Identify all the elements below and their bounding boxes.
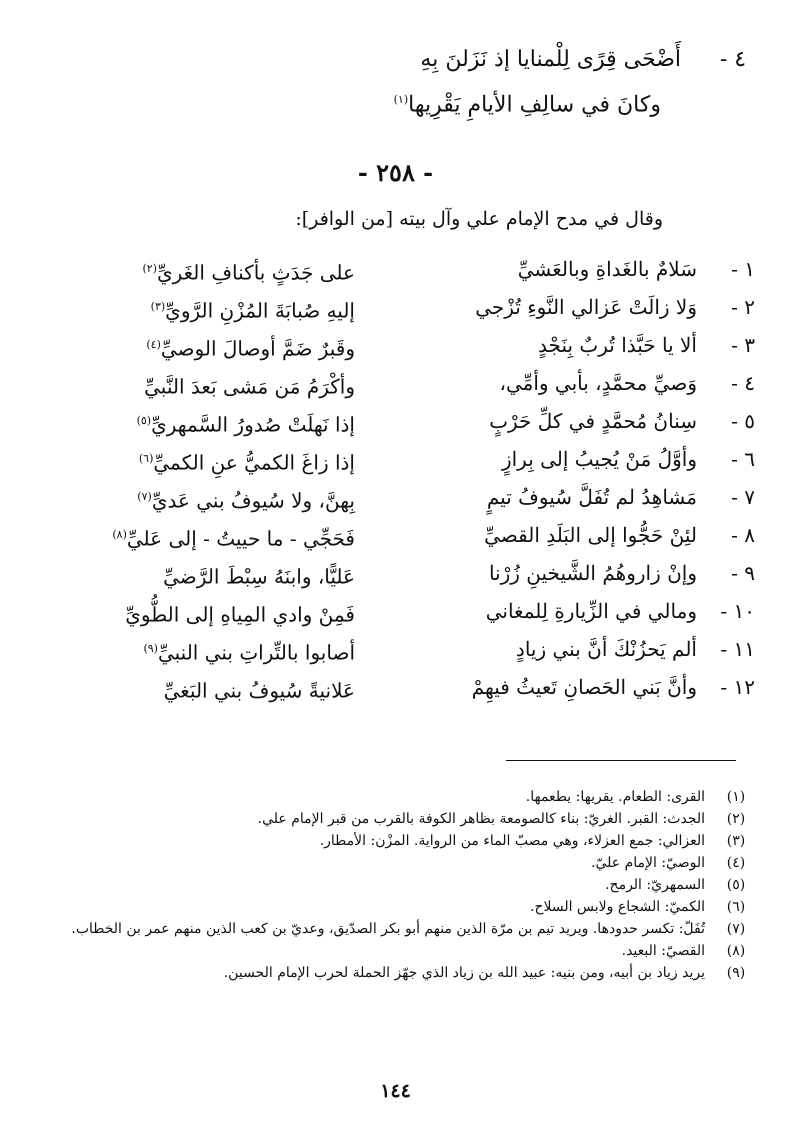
- footnote-reference: (٩): [143, 642, 158, 655]
- footnote-item: [33, 896, 753, 918]
- verse-second-hemistich: [35, 554, 355, 596]
- verse-line: [35, 478, 755, 516]
- verse-first-hemistich: وَلا زالَتْ عَزالي النَّوءِ تُزْجي: [475, 295, 697, 319]
- verse-second-hemistich: [35, 288, 355, 330]
- verse-number: ٤ -: [731, 371, 755, 395]
- footnote-reference: (٨): [112, 528, 127, 541]
- footnote-reference: (٤): [146, 338, 161, 351]
- footnote-text: الوصيّ: الإمام عليّ.: [591, 855, 705, 871]
- verse-second-text: عَلانيةً سُيوفُ بني البَغيِّ: [163, 678, 355, 703]
- verse-second-text: عَليًّا، وابنَهُ سِبْطَ الرَّضيِّ: [163, 564, 355, 589]
- verse-number: ١١ -: [720, 637, 755, 661]
- verse-second-hemistich: [35, 326, 355, 368]
- footnote-number: (٧): [726, 921, 746, 937]
- verse-number: ٦ -: [731, 447, 755, 471]
- verse-second-hemistich: [35, 668, 355, 710]
- verse-line: [35, 288, 755, 326]
- poem-verses: [35, 250, 755, 706]
- footnote-reference: (٥): [136, 414, 152, 427]
- verse-second-hemistich: [35, 250, 355, 292]
- verse-number: ١ -: [731, 257, 755, 281]
- footnote-text: السمهريّ: الرمح.: [605, 877, 705, 893]
- verse-line: [35, 630, 755, 668]
- footnote-number: (٥): [726, 877, 746, 893]
- verse-line: [35, 668, 755, 706]
- verse-second-text: بِهنَّ، ولا سُيوفُ بني عَديِّ: [151, 488, 355, 513]
- verse-line: [35, 364, 755, 402]
- verse-text-content: وكانَ في سالِفِ الأيامِ يَقْرِيها: [408, 92, 661, 118]
- footnote-number: (٢): [726, 811, 746, 827]
- footnote-item: [33, 786, 753, 808]
- footnote-reference: (٣): [150, 300, 166, 313]
- verse-number: ٧ -: [731, 485, 755, 509]
- footnote-reference: (٢): [142, 262, 157, 275]
- verse-second-hemistich: [35, 592, 355, 634]
- page-number: ١٤٤: [380, 1080, 411, 1102]
- verse-first-hemistich: ألا يا حَبَّذا تُربٌ بِنَجْدٍ: [538, 333, 697, 357]
- verse-number: ٩ -: [731, 561, 755, 585]
- verse-first-hemistich: وإنْ زاروهُمُ الشَّيخينِ زُرْنا: [488, 561, 697, 585]
- verse-number: ٤ -: [719, 47, 747, 72]
- verse-second-text: فَمِنْ وادي المِياهِ إلى الطُّويِّ: [125, 602, 355, 627]
- verse-second-hemistich: [35, 516, 355, 558]
- footnote-reference: (٧): [137, 490, 152, 503]
- footnote-text: القرى: الطعام. يقريها: يطعمها.: [525, 789, 705, 805]
- verse-first-hemistich: سَلامٌ بالغَداةِ وبالعَشيِّ: [517, 257, 697, 281]
- previous-poem-line: [31, 40, 751, 80]
- footnote-text: العزالي: جمع العزلاء، وهي مصبّ الماء من الرواية. المزْن: الأمطار.: [319, 833, 705, 849]
- footnote-reference: (٦): [138, 452, 154, 465]
- footnote-text: الكميّ: الشجاع ولابس السلاح.: [530, 899, 705, 915]
- verse-second-hemistich: [35, 402, 355, 444]
- verse-line: [35, 250, 755, 288]
- footnote-divider: [506, 760, 736, 761]
- verse-first-hemistich: ومالي في الزِّيارةِ لِلمغاني: [485, 599, 697, 623]
- verse-number: ٢ -: [731, 295, 755, 319]
- footnote-number: (١): [726, 789, 746, 805]
- verse-second-text: إذا نَهلَتْ صُدورُ السَّمهريِّ: [151, 412, 355, 437]
- verse-second-hemistich: [35, 478, 355, 520]
- verse-number: ٣ -: [731, 333, 755, 357]
- footnote-text: تُفَلّ: تكسر حدودها. ويريد تيم بن مرّة الذين منهم أبو بكر الصدّيق، وعديّ بن كعب الذين منهم عمر بن الخطاب.: [71, 921, 705, 937]
- verse-first-hemistich: وأوَّلُ مَنْ يُجيبُ إلى بِرازٍ: [501, 447, 697, 471]
- verse-line: [35, 516, 755, 554]
- verse-second-text: إذا زاغَ الكميُّ عنِ الكميِّ: [153, 450, 355, 475]
- verse-second-hemistich: [35, 364, 355, 406]
- verse-text: أَضْحَى قِرًى لِلْمنايا إذ نَزَلنَ بِهِ: [420, 47, 681, 72]
- verse-line: [35, 440, 755, 478]
- verse-line: [35, 326, 755, 364]
- previous-poem-tail: [31, 40, 751, 120]
- footnote-item: [33, 918, 753, 940]
- verse-second-text: إليهِ صُبابَةَ المُزْنِ الرَّويِّ: [165, 298, 355, 323]
- verse-second-text: فَحَجِّي - ما حييتُ - إلى عَليِّ: [126, 526, 355, 551]
- footnote-item: [33, 962, 753, 984]
- verse-number: ٨ -: [731, 523, 755, 547]
- verse-first-hemistich: لئِنْ حَجُّوا إلى البَلَدِ القصيِّ: [484, 523, 697, 547]
- verse-number: ٥ -: [731, 409, 755, 433]
- verse-text: [394, 80, 661, 125]
- footnote-text: يريد زياد بن أبيه، ومن بنيه: عبيد الله بن زياد الذي جهّز الحملة لحرب الإمام الحسين.: [223, 965, 705, 981]
- verse-second-text: وقَبرٌ ضَمَّ أوصالَ الوصيِّ: [160, 336, 355, 361]
- footnote-reference: (١): [393, 93, 409, 106]
- poem-number-heading: - ٢٥٨ -: [357, 158, 434, 187]
- footnote-number: (٣): [726, 833, 746, 849]
- footnote-number: (٨): [726, 943, 746, 959]
- verse-first-hemistich: مَشاهِدُ لم تُفَلَّ سُيوفُ تيمٍ: [486, 485, 697, 509]
- poem-introduction: وقال في مدح الإمام علي وآل بيته [من الوافر]:: [295, 208, 663, 230]
- footnote-number: (٩): [726, 965, 746, 981]
- verse-second-text: وأكْرَمُ مَن مَشى بَعدَ النَّبيِّ: [144, 374, 355, 399]
- verse-first-hemistich: ألم يَحزُنْكَ أنَّ بني زيادٍ: [515, 637, 697, 661]
- verse-second-hemistich: [35, 440, 355, 482]
- verse-line: [35, 402, 755, 440]
- verse-line: [35, 554, 755, 592]
- footnote-text: القصيّ: البعيد.: [621, 943, 705, 959]
- verse-first-hemistich: وأنَّ بَني الحَصانِ تَعيثُ فيهِمْ: [471, 675, 697, 699]
- footnote-item: [33, 830, 753, 852]
- footnotes: [33, 786, 753, 984]
- verse-number: ١٠ -: [720, 599, 755, 623]
- verse-second-text: على جَدَثٍ بأكنافِ الغَريِّ: [156, 260, 355, 285]
- footnote-item: [33, 852, 753, 874]
- verse-number: ١٢ -: [720, 675, 755, 699]
- footnote-item: [33, 940, 753, 962]
- verse-line: [35, 592, 755, 630]
- footnote-number: (٦): [726, 899, 746, 915]
- footnote-item: [33, 808, 753, 830]
- verse-first-hemistich: وَصيِّ محمَّدٍ، بأبي وأمِّي،: [499, 371, 697, 395]
- verse-second-hemistich: [35, 630, 355, 672]
- previous-poem-line: [31, 80, 751, 120]
- footnote-number: (٤): [726, 855, 746, 871]
- verse-first-hemistich: سِنانُ مُحمَّدٍ في كلِّ حَرْبٍ: [489, 409, 697, 433]
- footnote-text: الجدث: القبر. الغريّ: بناء كالصومعة بظاهر الكوفة بالقرب من قبر الإمام علي.: [257, 811, 705, 827]
- verse-second-text: أصابوا بالتِّراتِ بني النبيِّ: [157, 640, 355, 665]
- footnote-item: [33, 874, 753, 896]
